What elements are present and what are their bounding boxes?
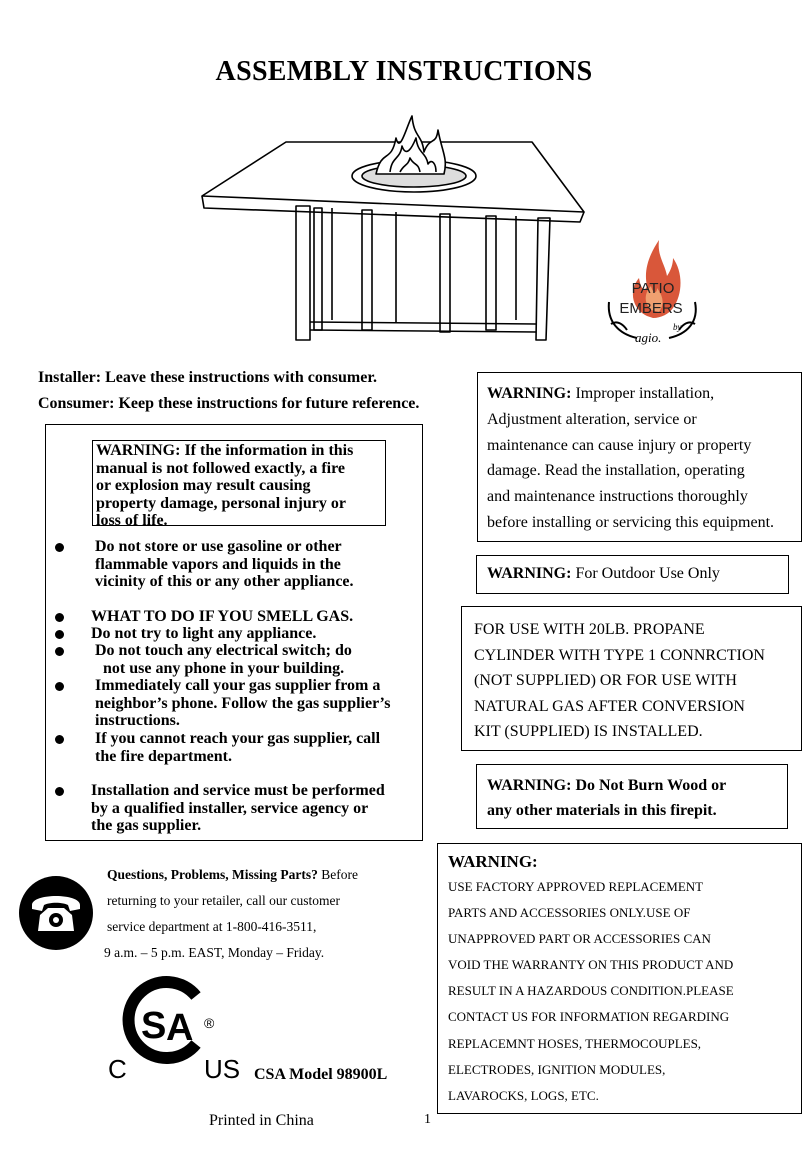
- printed-in-label: Printed in China: [209, 1112, 314, 1129]
- installer-note: [38, 365, 419, 417]
- bullet-line: by a qualified installer, service agency or: [91, 799, 369, 817]
- bullet-line: instructions.: [95, 712, 180, 729]
- bullet-line: the gas supplier.: [91, 817, 202, 834]
- installer-line: Installer: Leave these instructions with consumer.: [38, 369, 377, 386]
- warning-line: damage. Read the installation, operating: [487, 462, 745, 480]
- consumer-line: Consumer: Keep these instructions for future reference.: [38, 395, 420, 412]
- warning-line: LAVAROCKS, LOGS, ETC.: [448, 1087, 599, 1103]
- warning-text: Improper installation,: [571, 385, 715, 402]
- bullet-dot-icon: [55, 787, 64, 796]
- warning-line: or explosion may result causing: [96, 477, 311, 494]
- warning-line: property damage, personal injury or: [96, 494, 346, 512]
- logo-brand-text: agio.: [635, 330, 662, 345]
- csa-certification-logo: [108, 972, 248, 1084]
- bullet-line: Do not try to light any appliance.: [91, 625, 317, 642]
- logo-embers-text: EMBERS: [619, 300, 683, 317]
- questions-line: service department at 1-800-416-3511,: [107, 919, 317, 934]
- bullet-line: not use any phone in your building.: [103, 659, 345, 677]
- bullet-line: Do not touch any electrical switch; do: [95, 642, 352, 659]
- warning-line: maintenance can cause injury or property: [487, 436, 752, 454]
- bullet-line: the fire department.: [95, 747, 232, 765]
- bullet-line: WHAT TO DO IF YOU SMELL GAS.: [91, 608, 354, 625]
- bullet-dot-icon: [55, 647, 64, 656]
- warning-text: For Outdoor Use Only: [571, 565, 720, 582]
- warning-line: RESULT IN A HAZARDOUS CONDITION.PLEASE: [448, 983, 734, 999]
- csa-c-text: C: [108, 1054, 127, 1084]
- warning-label: WARNING:: [487, 385, 572, 402]
- notice-line: FOR USE WITH 20LB. PROPANE: [474, 621, 705, 638]
- warning-line: ELECTRODES, IGNITION MODULES,: [448, 1061, 666, 1077]
- warning-line: WARNING: If the information in this: [96, 442, 354, 459]
- warning-line: loss of life.: [96, 512, 168, 529]
- bullet-line: Immediately call your gas supplier from a: [95, 677, 381, 694]
- questions-text: Before: [317, 867, 358, 882]
- page-title: ASSEMBLY INSTRUCTIONS: [215, 56, 593, 87]
- questions-line: 9 a.m. – 5 p.m. EAST, Monday – Friday.: [104, 945, 325, 960]
- notice-line: NATURAL GAS AFTER CONVERSION: [474, 697, 745, 715]
- csa-s-glyph: S: [141, 1005, 167, 1047]
- bullet-dot-icon: [55, 630, 64, 639]
- notice-line: KIT (SUPPLIED) IS INSTALLED.: [474, 723, 703, 740]
- logo-by-text: by: [673, 322, 682, 332]
- warning-line: CONTACT US FOR INFORMATION REGARDING: [448, 1009, 730, 1025]
- fire-explosion-warning: [92, 440, 386, 529]
- telephone-icon: [18, 875, 94, 951]
- questions-heading: Questions, Problems, Missing Parts?: [107, 867, 318, 882]
- installation-warning-box: [477, 372, 802, 542]
- customer-service-info: [104, 862, 358, 966]
- bullet-line: Installation and service must be performed: [91, 782, 385, 799]
- propane-notice-box: [461, 606, 802, 751]
- outdoor-warning-box: [476, 555, 789, 594]
- warning-line: PARTS AND ACCESSORIES ONLY.USE OF: [448, 905, 691, 921]
- warning-heading: WARNING:: [448, 852, 538, 871]
- bullet-dot-icon: [55, 682, 64, 691]
- notice-line: (NOT SUPPLIED) OR FOR USE WITH: [474, 672, 737, 689]
- bullet-line: Do not store or use gasoline or other: [95, 538, 342, 555]
- warning-line: VOID THE WARRANTY ON THIS PRODUCT AND: [448, 957, 734, 973]
- page-number: 1: [424, 1112, 431, 1127]
- warning-line: WARNING: Do Not Burn Wood or: [487, 777, 727, 794]
- patio-embers-logo: [603, 238, 703, 356]
- warning-line: Adjustment alteration, service or: [487, 410, 697, 428]
- warning-line: UNAPPROVED PART OR ACCESSORIES CAN: [448, 931, 711, 947]
- fire-table-illustration: [186, 108, 596, 348]
- bullet-dot-icon: [55, 613, 64, 622]
- bullet-line: neighbor’s phone. Follow the gas supplier’s: [95, 694, 391, 712]
- logo-patio-text: PATIO: [631, 280, 675, 297]
- notice-line: CYLINDER WITH TYPE 1 CONNRCTION: [474, 646, 765, 664]
- csa-a-glyph: A: [166, 1007, 194, 1049]
- bullet-line: vicinity of this or any other appliance.: [95, 573, 354, 590]
- questions-line: returning to your retailer, call our customer: [107, 893, 341, 908]
- warning-line: REPLACEMNT HOSES, THERMOCOUPLES,: [448, 1035, 702, 1051]
- warning-label: WARNING:: [487, 565, 572, 582]
- csa-model-number: CSA Model 98900L: [254, 1066, 388, 1083]
- warning-line: and maintenance instructions thoroughly: [487, 488, 748, 506]
- warning-line: any other materials in this firepit.: [487, 802, 717, 819]
- warning-line: USE FACTORY APPROVED REPLACEMENT: [448, 879, 704, 894]
- registered-mark: ®: [204, 1015, 215, 1031]
- bullet-line: If you cannot reach your gas supplier, call: [95, 730, 381, 747]
- csa-us-text: US: [204, 1054, 241, 1084]
- replacement-parts-warning-box: [437, 843, 802, 1114]
- wood-warning-box: [476, 764, 788, 829]
- bullet-dot-icon: [55, 735, 64, 744]
- warning-line: manual is not followed exactly, a fire: [96, 459, 346, 477]
- bullet-line: flammable vapors and liquids in the: [95, 555, 341, 573]
- bullet-dot-icon: [55, 543, 64, 552]
- warning-line: before installing or servicing this equipment.: [487, 513, 775, 531]
